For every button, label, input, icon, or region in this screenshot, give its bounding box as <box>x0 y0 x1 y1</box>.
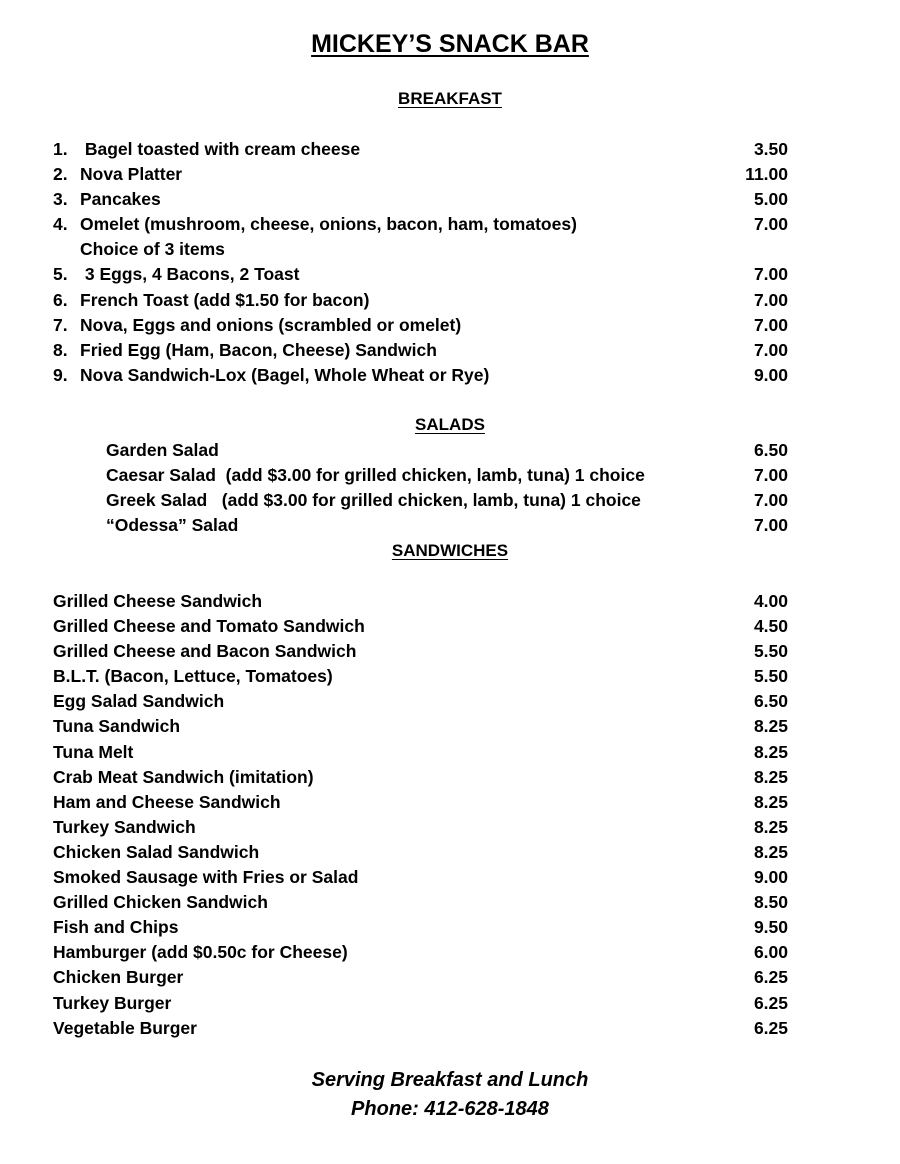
menu-item <box>0 815 900 840</box>
menu-item <box>0 639 900 664</box>
item-name: Grilled Cheese and Bacon Sandwich <box>53 641 357 662</box>
item-price: 6.25 <box>753 967 788 988</box>
item-name: Turkey Sandwich <box>53 816 196 837</box>
item-name: Ham and Cheese Sandwich <box>53 791 281 812</box>
menu-item <box>0 915 900 940</box>
menu-item-note <box>0 237 900 262</box>
item-price: 7.00 <box>753 214 788 235</box>
menu-item <box>0 463 900 488</box>
menu-item <box>0 840 900 865</box>
item-name: Tuna Sandwich <box>53 716 181 737</box>
menu-item <box>0 890 900 915</box>
item-name: Vegetable Burger <box>53 1017 197 1038</box>
item-price: 7.00 <box>753 339 788 360</box>
item-price: 6.25 <box>753 992 788 1013</box>
item-name: “Odessa” Salad <box>106 515 239 536</box>
menu-item <box>0 740 900 765</box>
menu-item <box>0 513 900 538</box>
menu-item <box>0 965 900 990</box>
item-number: 6. <box>53 289 68 310</box>
menu-item <box>0 363 900 388</box>
item-price: 8.25 <box>753 741 788 762</box>
item-name: Grilled Cheese and Tomato Sandwich <box>53 616 365 637</box>
item-price: 8.25 <box>753 716 788 737</box>
salads-heading: SALADS <box>415 415 485 434</box>
item-name: Turkey Burger <box>53 992 172 1013</box>
item-name: Chicken Burger <box>53 967 184 988</box>
item-name: 3 Eggs, 4 Bacons, 2 Toast <box>80 264 300 285</box>
item-name: Nova Platter <box>80 164 183 185</box>
item-price: 11.00 <box>745 164 788 185</box>
menu-item <box>0 865 900 890</box>
item-number: 3. <box>53 189 68 210</box>
item-name: Tuna Melt <box>53 741 134 762</box>
menu-item <box>0 1016 900 1041</box>
item-name: French Toast (add $1.50 for bacon) <box>80 289 370 310</box>
item-price: 4.50 <box>753 616 788 637</box>
item-price: 5.00 <box>753 189 788 210</box>
item-price: 8.25 <box>753 766 788 787</box>
item-name: Fish and Chips <box>53 917 179 938</box>
menu-item <box>0 664 900 689</box>
item-number: 4. <box>53 214 68 235</box>
menu-item <box>0 689 900 714</box>
item-name: Caesar Salad (add $3.00 for grilled chicken, lamb, tuna) 1 choice <box>106 465 645 486</box>
menu-item <box>0 262 900 287</box>
item-name: Greek Salad (add $3.00 for grilled chicken, lamb, tuna) 1 choice <box>106 490 641 511</box>
item-price: 4.00 <box>753 591 788 611</box>
item-number: 5. <box>53 264 68 285</box>
item-name: Pancakes <box>80 189 161 210</box>
item-price: 6.50 <box>753 691 788 712</box>
menu-item <box>0 991 900 1016</box>
item-price: 7.00 <box>753 289 788 310</box>
item-name: Grilled Chicken Sandwich <box>53 892 268 913</box>
menu-item <box>0 338 900 363</box>
item-name: Grilled Cheese Sandwich <box>53 591 263 611</box>
menu-item <box>0 212 900 237</box>
menu-item <box>0 288 900 313</box>
item-name: B.L.T. (Bacon, Lettuce, Tomatoes) <box>53 666 333 687</box>
item-price: 9.00 <box>753 867 788 888</box>
footer-serving: Serving Breakfast and Lunch <box>311 1069 589 1091</box>
item-price: 5.50 <box>753 666 788 687</box>
item-number: 2. <box>53 164 68 185</box>
item-price: 3.50 <box>753 139 788 159</box>
item-price: 6.25 <box>753 1017 788 1038</box>
item-price: 8.25 <box>753 841 788 862</box>
item-number: 7. <box>53 314 68 335</box>
item-name: Fried Egg (Ham, Bacon, Cheese) Sandwich <box>80 339 437 360</box>
item-name: Chicken Salad Sandwich <box>53 841 260 862</box>
item-price: 7.00 <box>753 264 788 285</box>
item-price: 8.50 <box>753 892 788 913</box>
item-price: 8.25 <box>753 816 788 837</box>
menu-item <box>0 940 900 965</box>
item-name: Crab Meat Sandwich (imitation) <box>53 766 314 787</box>
menu-item <box>0 614 900 639</box>
item-name: Choice of 3 items <box>80 239 225 260</box>
item-name: Nova Sandwich-Lox (Bagel, Whole Wheat or Rye) <box>80 364 490 385</box>
item-name: Smoked Sausage with Fries or Salad <box>53 867 359 888</box>
item-name: Garden Salad <box>106 440 219 460</box>
item-number: 9. <box>53 364 68 385</box>
menu-title: MICKEY’S SNACK BAR <box>311 30 589 58</box>
item-price: 6.00 <box>753 942 788 963</box>
menu-item <box>0 438 900 463</box>
footer-phone: Phone: 412-628-1848 <box>351 1098 549 1120</box>
item-price: 5.50 <box>753 641 788 662</box>
item-number: 8. <box>53 339 68 360</box>
item-price: 9.50 <box>753 917 788 938</box>
item-price: 7.00 <box>753 314 788 335</box>
item-price: 6.50 <box>753 440 788 460</box>
menu-item <box>0 765 900 790</box>
menu-item <box>0 162 900 187</box>
item-name: Bagel toasted with cream cheese <box>80 139 361 159</box>
menu-item <box>0 714 900 739</box>
item-name: Omelet (mushroom, cheese, onions, bacon, ham, tomatoes) <box>80 214 577 235</box>
item-price: 8.25 <box>753 791 788 812</box>
item-name: Egg Salad Sandwich <box>53 691 225 712</box>
item-name: Hamburger (add $0.50c for Cheese) <box>53 942 348 963</box>
menu-item <box>0 589 900 614</box>
salads-list <box>0 438 900 538</box>
item-price: 7.00 <box>753 465 788 486</box>
breakfast-list <box>0 137 900 388</box>
item-price: 9.00 <box>753 364 788 385</box>
sandwiches-heading: SANDWICHES <box>391 541 509 560</box>
sandwiches-list <box>0 589 900 1041</box>
item-price: 7.00 <box>753 515 788 536</box>
menu-item <box>0 137 900 162</box>
item-price: 7.00 <box>753 490 788 511</box>
menu-item <box>0 187 900 212</box>
menu-item <box>0 790 900 815</box>
breakfast-heading: BREAKFAST <box>398 89 502 108</box>
item-name: Nova, Eggs and onions (scrambled or omelet) <box>80 314 462 335</box>
item-number: 1. <box>53 139 68 159</box>
menu-item <box>0 313 900 338</box>
menu-item <box>0 488 900 513</box>
